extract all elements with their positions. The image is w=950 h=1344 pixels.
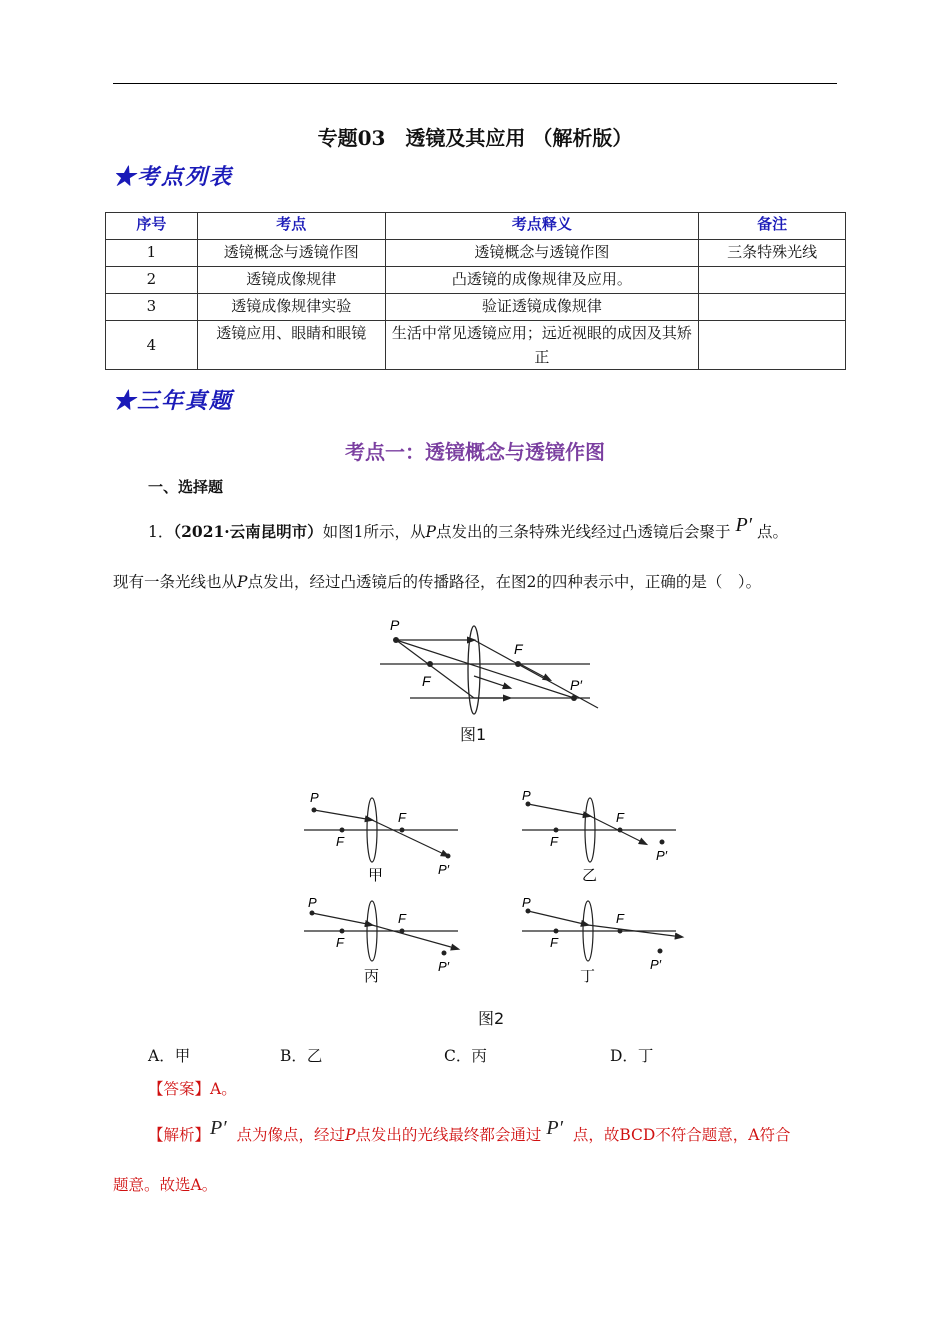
focus-point xyxy=(340,828,345,833)
table-header-cell: 备注 xyxy=(699,213,846,240)
label-f: F xyxy=(514,641,523,657)
table-cell: 验证透镜成像规律 xyxy=(385,294,699,321)
table-row xyxy=(106,321,846,370)
panel-name: 丁 xyxy=(580,968,596,985)
explanation-line-2: 题意。故选A。 xyxy=(113,1176,218,1194)
focus-point xyxy=(618,929,623,934)
explanation-line-1 xyxy=(148,1117,791,1146)
point-p-prime xyxy=(660,840,665,845)
question-number: 1． xyxy=(148,523,174,541)
ray xyxy=(396,640,574,698)
explanation-text: 点发出的光线最终都会通过 xyxy=(355,1126,542,1144)
focus-point xyxy=(427,661,433,667)
focus-point xyxy=(400,929,405,934)
label-p: P xyxy=(522,895,531,910)
figure-1-caption: 图1 xyxy=(460,725,487,744)
table-cell: 生活中常见透镜应用；远近视眼的成因及其矫正 xyxy=(385,321,699,370)
table-cell: 1 xyxy=(106,240,198,267)
panel-name: 甲 xyxy=(368,867,384,884)
outline-table xyxy=(105,212,846,370)
label-p: P xyxy=(310,790,319,805)
question-source: （2021·云南昆明市） xyxy=(173,522,323,541)
point-p xyxy=(310,911,315,916)
focus-point xyxy=(554,828,559,833)
label-p: P xyxy=(390,617,400,633)
label-f: F xyxy=(550,834,558,849)
header-rule xyxy=(113,83,837,84)
table-cell: 三条特殊光线 xyxy=(699,240,846,267)
choice-a[interactable]: A．甲 xyxy=(148,1047,191,1065)
point-label: P′ xyxy=(735,514,753,536)
point-p xyxy=(312,808,317,813)
focus-point xyxy=(515,661,521,667)
choice-c[interactable]: C．丙 xyxy=(444,1047,487,1065)
focus-point xyxy=(340,929,345,934)
label-f: F xyxy=(550,935,558,950)
table-cell: 凸透镜的成像规律及应用。 xyxy=(385,267,699,294)
table-cell: 透镜成像规律实验 xyxy=(197,294,385,321)
table-row xyxy=(106,240,846,267)
point-p xyxy=(393,637,399,643)
ray xyxy=(312,913,372,925)
explanation-tag: 【解析】 xyxy=(148,1126,211,1144)
point-label: P′ xyxy=(546,1117,563,1139)
figure-1-diagram xyxy=(370,612,610,747)
question-type-heading: 一、选择题 xyxy=(148,478,224,496)
table-header-cell: 序号 xyxy=(106,213,198,240)
point-p-prime xyxy=(571,695,577,701)
ray xyxy=(372,820,448,856)
figure-2-panel-yi xyxy=(516,788,686,888)
focus-point xyxy=(618,828,623,833)
table-cell: 透镜成像规律 xyxy=(197,267,385,294)
label-f: F xyxy=(336,935,344,950)
convex-lens xyxy=(468,626,480,714)
point-label: P′ xyxy=(210,1117,227,1139)
table-cell: 4 xyxy=(106,321,198,370)
choice-d[interactable]: D．丁 xyxy=(610,1047,654,1065)
label-f: F xyxy=(398,911,406,926)
answer-line: 【答案】A。 xyxy=(148,1080,237,1098)
question-text: 点发出的三条特殊光线经过凸透镜后会聚于 xyxy=(435,523,731,541)
table-header-row xyxy=(106,213,846,240)
question-line-1 xyxy=(148,514,788,543)
question-text: 现有一条光线也从 xyxy=(113,573,238,591)
table-cell: 透镜概念与透镜作图 xyxy=(385,240,699,267)
table-cell: 透镜应用、眼睛和眼镜 xyxy=(197,321,385,370)
ray xyxy=(314,810,372,820)
question-line-2 xyxy=(113,570,761,592)
ray xyxy=(372,925,458,949)
table-row xyxy=(106,267,846,294)
point-label: P xyxy=(344,1126,356,1144)
explanation-text: 点为像点，经过 xyxy=(236,1126,345,1144)
point-p-prime xyxy=(446,854,451,859)
label-p-prime: P′ xyxy=(438,959,450,974)
table-cell: 透镜概念与透镜作图 xyxy=(197,240,385,267)
table-header-cell: 考点释义 xyxy=(385,213,699,240)
label-f: F xyxy=(336,834,344,849)
table-cell xyxy=(699,321,846,370)
point-p-prime xyxy=(442,951,447,956)
choice-b[interactable]: B．乙 xyxy=(280,1047,323,1065)
section-heading-past-exams: ★三年真题 xyxy=(113,388,234,414)
label-p: P xyxy=(308,895,317,910)
focus-point xyxy=(554,929,559,934)
label-f: F xyxy=(398,810,406,825)
table-cell: 2 xyxy=(106,267,198,294)
figure-2-panel-jia xyxy=(298,788,468,888)
panel-name: 乙 xyxy=(582,867,598,884)
section-heading-outline: ★考点列表 xyxy=(113,164,234,190)
label-f: F xyxy=(616,810,624,825)
document-title: 专题03 透镜及其应用 （解析版） xyxy=(317,126,633,150)
label-f: F xyxy=(616,911,624,926)
panel-name: 丙 xyxy=(364,968,380,985)
table-cell xyxy=(699,294,846,321)
table-cell xyxy=(699,267,846,294)
question-text: 点发出，经过凸透镜后的传播路径，在图2的四种表示中，正确的是（ ）。 xyxy=(247,573,762,591)
focus-point xyxy=(400,828,405,833)
ray xyxy=(396,640,474,698)
point-label: P xyxy=(237,573,248,591)
point-p-prime xyxy=(658,949,663,954)
figure-2-panel-ding xyxy=(516,895,686,987)
ray-arrow xyxy=(520,664,550,680)
label-p-prime: P′ xyxy=(570,677,582,693)
table-header-cell: 考点 xyxy=(197,213,385,240)
explanation-text: 点，故BCD不符合题意，A符合 xyxy=(572,1126,791,1144)
question-text: 如图1所示，从 xyxy=(322,523,426,541)
figure-2-panel-bing xyxy=(298,895,468,987)
figure-2-caption: 图2 xyxy=(478,1009,505,1028)
label-p-prime: P′ xyxy=(656,848,668,863)
knowledge-point-title: 考点一：透镜概念与透镜作图 xyxy=(345,440,605,464)
ray xyxy=(528,804,590,816)
label-f: F xyxy=(422,673,431,689)
question-text: 点。 xyxy=(756,523,788,541)
ray xyxy=(528,911,588,925)
label-p-prime: P′ xyxy=(438,862,450,877)
label-p: P xyxy=(522,788,531,803)
point-label: P xyxy=(425,523,436,541)
table-row xyxy=(106,294,846,321)
label-p-prime: P′ xyxy=(650,957,662,972)
table-cell: 3 xyxy=(106,294,198,321)
